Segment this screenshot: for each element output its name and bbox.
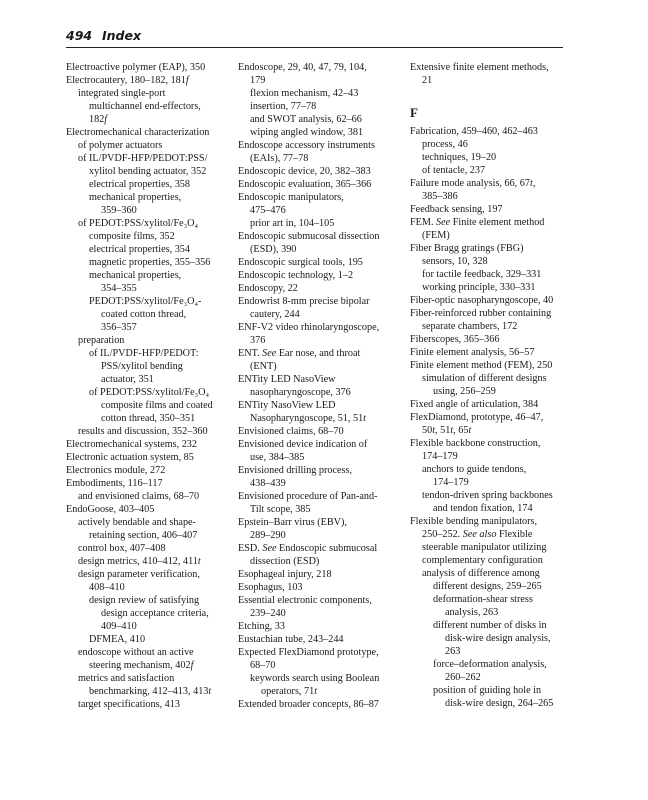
index-subentry: of IL/PVDF-HFP/PEDOT:PSS/ [78, 153, 208, 164]
index-subentry: and envisioned claims, 68–70 [78, 491, 200, 502]
index-column-1 [66, 61, 226, 711]
index-entry: Endoscopic device, 20, 382–383 [238, 166, 371, 177]
index-subentry: disk-wire design, 264–265 [445, 698, 554, 709]
index-subentry: cautery, 244 [250, 309, 300, 320]
index-subentry: results and discussion, 352–360 [78, 426, 208, 437]
index-subentry: preparation [78, 335, 125, 346]
index-entry: Electronic actuation system, 85 [66, 452, 194, 463]
index-subentry: multichannel end-effectors, [89, 101, 201, 112]
index-subentry: flexion mechanism, 42–43 [250, 88, 359, 99]
index-subentry: of tentacle, 237 [422, 165, 486, 176]
index-subentry: use, 384–385 [250, 452, 305, 463]
index-column-2 [238, 61, 398, 711]
index-entry: Fiberscopes, 365–366 [410, 334, 500, 345]
index-entry: Endoscopic evaluation, 365–366 [238, 179, 372, 190]
index-subentry: PSS/xylitol bending [101, 361, 183, 372]
index-entry: Etching, 33 [238, 621, 285, 632]
index-subentry: design acceptance criteria, [101, 608, 209, 619]
index-entry: Endoscope, 29, 40, 47, 79, 104, [238, 62, 367, 73]
index-entry: Endoscopic surgical tools, 195 [238, 257, 363, 268]
index-entry: Endoscopy, 22 [238, 283, 298, 294]
index-subentry: 50t, 51t, 65t [422, 425, 472, 436]
index-subentry: techniques, 19–20 [422, 152, 497, 163]
index-subentry: Tilt scope, 385 [250, 504, 311, 515]
index-subentry: electrical properties, 354 [89, 244, 190, 255]
index-subentry: simulation of different designs [422, 373, 547, 384]
index-subentry: steerable manipulator utilizing [422, 542, 547, 553]
index-subentry: benchmarking, 412–413, 413t [89, 686, 212, 697]
index-subentry: (ESD), 390 [250, 244, 297, 255]
index-subentry: 475–476 [250, 205, 286, 216]
spacer [410, 87, 568, 100]
index-subentry: composite films and coated [101, 400, 213, 411]
index-subentry: and SWOT analysis, 62–66 [250, 114, 362, 125]
index-subentry: steering mechanism, 402f [89, 660, 194, 671]
index-entry: ENF-V2 video rhinolaryngoscope, [238, 322, 380, 333]
index-entry: Flexible bending manipulators, [410, 516, 538, 527]
index-subentry: 250–252. See also Flexible [422, 529, 533, 540]
index-subentry: Nasopharyngoscope, 51, 51t [250, 413, 367, 424]
index-subentry: wiping angled window, 381 [250, 127, 364, 138]
index-subentry: design review of satisfying [89, 595, 200, 606]
index-subentry: force–deformation analysis, [433, 659, 547, 670]
index-subentry: 359–360 [101, 205, 137, 216]
index-entry: Feedback sensing, 197 [410, 204, 503, 215]
index-subentry: design parameter verification, [78, 569, 200, 580]
index-subentry: 376 [250, 335, 266, 346]
index-entry: Extended broader concepts, 86–87 [238, 699, 379, 710]
index-subentry: disk-wire design analysis, [445, 633, 551, 644]
index-entry: Esophagus, 103 [238, 582, 303, 593]
header-rule [66, 47, 563, 48]
index-entry: Fiber-reinforced rubber containing [410, 308, 552, 319]
index-entry: ENTity LED NasoView [238, 374, 336, 385]
index-subentry: 174–179 [433, 477, 469, 488]
index-entry: Envisioned procedure of Pan-and- [238, 491, 378, 502]
index-entry: Essential electronic components, [238, 595, 372, 606]
index-subentry: 263 [445, 646, 461, 657]
index-subentry: dissection (ESD) [250, 556, 320, 567]
index-subentry: xylitol bending actuator, 352 [89, 166, 207, 177]
index-subentry: of polymer actuators [78, 140, 163, 151]
index-subentry: retaining section, 406–407 [89, 530, 198, 541]
index-subentry: insertion, 77–78 [250, 101, 317, 112]
index-subentry: separate chambers, 172 [422, 321, 518, 332]
index-subentry: sensors, 10, 328 [422, 256, 488, 267]
index-subentry: nasopharyngoscope, 376 [250, 387, 351, 398]
index-subentry: 239–240 [250, 608, 286, 619]
index-entry: Envisioned device indication of [238, 439, 368, 450]
index-subentry: actively bendable and shape- [78, 517, 196, 528]
page-header [66, 26, 563, 48]
index-subentry: 179 [250, 75, 266, 86]
index-subentry: complementary configuration [422, 555, 543, 566]
index-subentry: deformation-shear stress [433, 594, 533, 605]
index-subentry: 356–357 [101, 322, 137, 333]
index-subentry: cotton thread, 350–351 [101, 413, 196, 424]
index-subentry: integrated single-port [78, 88, 166, 99]
index-subentry: different designs, 259–265 [433, 581, 542, 592]
index-subentry: 409–410 [101, 621, 137, 632]
index-entry: Endoscopic technology, 1–2 [238, 270, 354, 281]
index-entry: Endoscopic submucosal dissection [238, 231, 380, 242]
index-subentry: composite films, 352 [89, 231, 175, 242]
index-entry: Electromechanical systems, 232 [66, 439, 197, 450]
index-subentry: magnetic properties, 355–356 [89, 257, 211, 268]
index-entry: Envisioned drilling process, [238, 465, 353, 476]
index-subentry: metrics and satisfaction [78, 673, 175, 684]
index-subentry: 408–410 [89, 582, 125, 593]
index-column-3 [410, 61, 568, 710]
index-subentry: 260–262 [445, 672, 481, 683]
index-subentry: analysis of difference among [422, 568, 540, 579]
index-subentry: PEDOT:PSS/xylitol/Fe₃O₄- [89, 296, 202, 307]
index-subentry: of IL/PVDF-HFP/PEDOT: [89, 348, 199, 359]
index-subentry: different number of disks in [433, 620, 547, 631]
index-subentry: 21 [422, 75, 433, 86]
index-subentry: 68–70 [250, 660, 276, 671]
page-number: 494 [66, 28, 93, 43]
index-subentry: tendon-driven spring backbones [422, 490, 553, 501]
index-subentry: electrical properties, 358 [89, 179, 190, 190]
section-letter: F [410, 105, 418, 120]
index-subentry: anchors to guide tendons, [422, 464, 527, 475]
index-subentry: mechanical properties, [89, 192, 182, 203]
index-subentry: position of guiding hole in [433, 685, 542, 696]
index-subentry: target specifications, 413 [78, 699, 180, 710]
index-entry: Extensive finite element methods, [410, 62, 549, 73]
index-subentry: process, 46 [422, 139, 468, 150]
index-entry: ESD. See Endoscopic submucosal [238, 543, 378, 554]
index-subentry: 438–439 [250, 478, 286, 489]
index-entry: Expected FlexDiamond prototype, [238, 647, 379, 658]
index-subentry: DFMEA, 410 [89, 634, 146, 645]
index-entry: Envisioned claims, 68–70 [238, 426, 344, 437]
index-subentry: actuator, 351 [101, 374, 154, 385]
index-entry: ENT. See Ear nose, and throat [238, 348, 361, 359]
index-subentry: operators, 71t [261, 686, 318, 697]
index-subentry: (FEM) [422, 230, 450, 241]
index-entry: Endowrist 8-mm precise bipolar [238, 296, 370, 307]
index-subentry: and tendon fixation, 174 [433, 503, 533, 514]
index-entry: Endoscopic manipulators, [238, 192, 344, 203]
index-subentry: design metrics, 410–412, 411t [78, 556, 201, 567]
index-entry: Endoscope accessory instruments [238, 140, 375, 151]
index-entry: FEM. See Finite element method [410, 217, 545, 228]
index-entry: Electrocautery, 180–182, 181f [66, 75, 189, 86]
index-entry: Electronics module, 272 [66, 465, 166, 476]
section-title: Index [102, 28, 142, 43]
index-entry: Failure mode analysis, 66, 67t, [410, 178, 536, 189]
index-entry: Eustachian tube, 243–244 [238, 634, 344, 645]
index-entry: Fiber Bragg gratings (FBG) [410, 243, 524, 254]
index-entry: Epstein–Barr virus (EBV), [238, 517, 347, 528]
index-entry: FlexDiamond, prototype, 46–47, [410, 412, 544, 423]
index-entry: Finite element analysis, 56–57 [410, 347, 535, 358]
index-entry: Esophageal injury, 218 [238, 569, 332, 580]
index-subentry: 174–179 [422, 451, 458, 462]
index-entry: Flexible backbone construction, [410, 438, 541, 449]
index-entry: Finite element method (FEM), 250 [410, 360, 553, 371]
index-subentry: for tactile feedback, 329–331 [422, 269, 542, 280]
index-subentry: mechanical properties, [89, 270, 182, 281]
index-subentry: keywords search using Boolean [250, 673, 380, 684]
index-entry: Embodiments, 116–117 [66, 478, 163, 489]
index-entry: Electromechanical characterization [66, 127, 210, 138]
index-subentry: 354–355 [101, 283, 137, 294]
index-subentry: using, 256–259 [433, 386, 496, 397]
index-subentry: 385–386 [422, 191, 458, 202]
index-subentry: coated cotton thread, [101, 309, 187, 320]
index-subentry: (EAIs), 77–78 [250, 153, 309, 164]
index-subentry: working principle, 330–331 [422, 282, 536, 293]
index-subentry: analysis, 263 [445, 607, 499, 618]
index-entry: ENTity NasoView LED [238, 400, 336, 411]
index-entry: Electroactive polymer (EAP), 350 [66, 62, 206, 73]
index-subentry: of PEDOT:PSS/xylitol/Fe₃O₄ [78, 218, 199, 229]
index-subentry: (ENT) [250, 361, 277, 372]
index-subentry: prior art in, 104–105 [250, 218, 335, 229]
index-entry: EndoGoose, 403–405 [66, 504, 155, 515]
index-subentry: 289–290 [250, 530, 286, 541]
index-entry: Fabrication, 459–460, 462–463 [410, 126, 538, 137]
index-subentry: endoscope without an active [78, 647, 194, 658]
index-entry: Fiber-optic nasopharyngoscope, 40 [410, 295, 554, 306]
index-subentry: of PEDOT:PSS/xylitol/Fe₃O₄ [89, 387, 210, 398]
index-subentry: 182f [89, 114, 108, 125]
index-subentry: control box, 407–408 [78, 543, 166, 554]
index-entry: Fixed angle of articulation, 384 [410, 399, 539, 410]
